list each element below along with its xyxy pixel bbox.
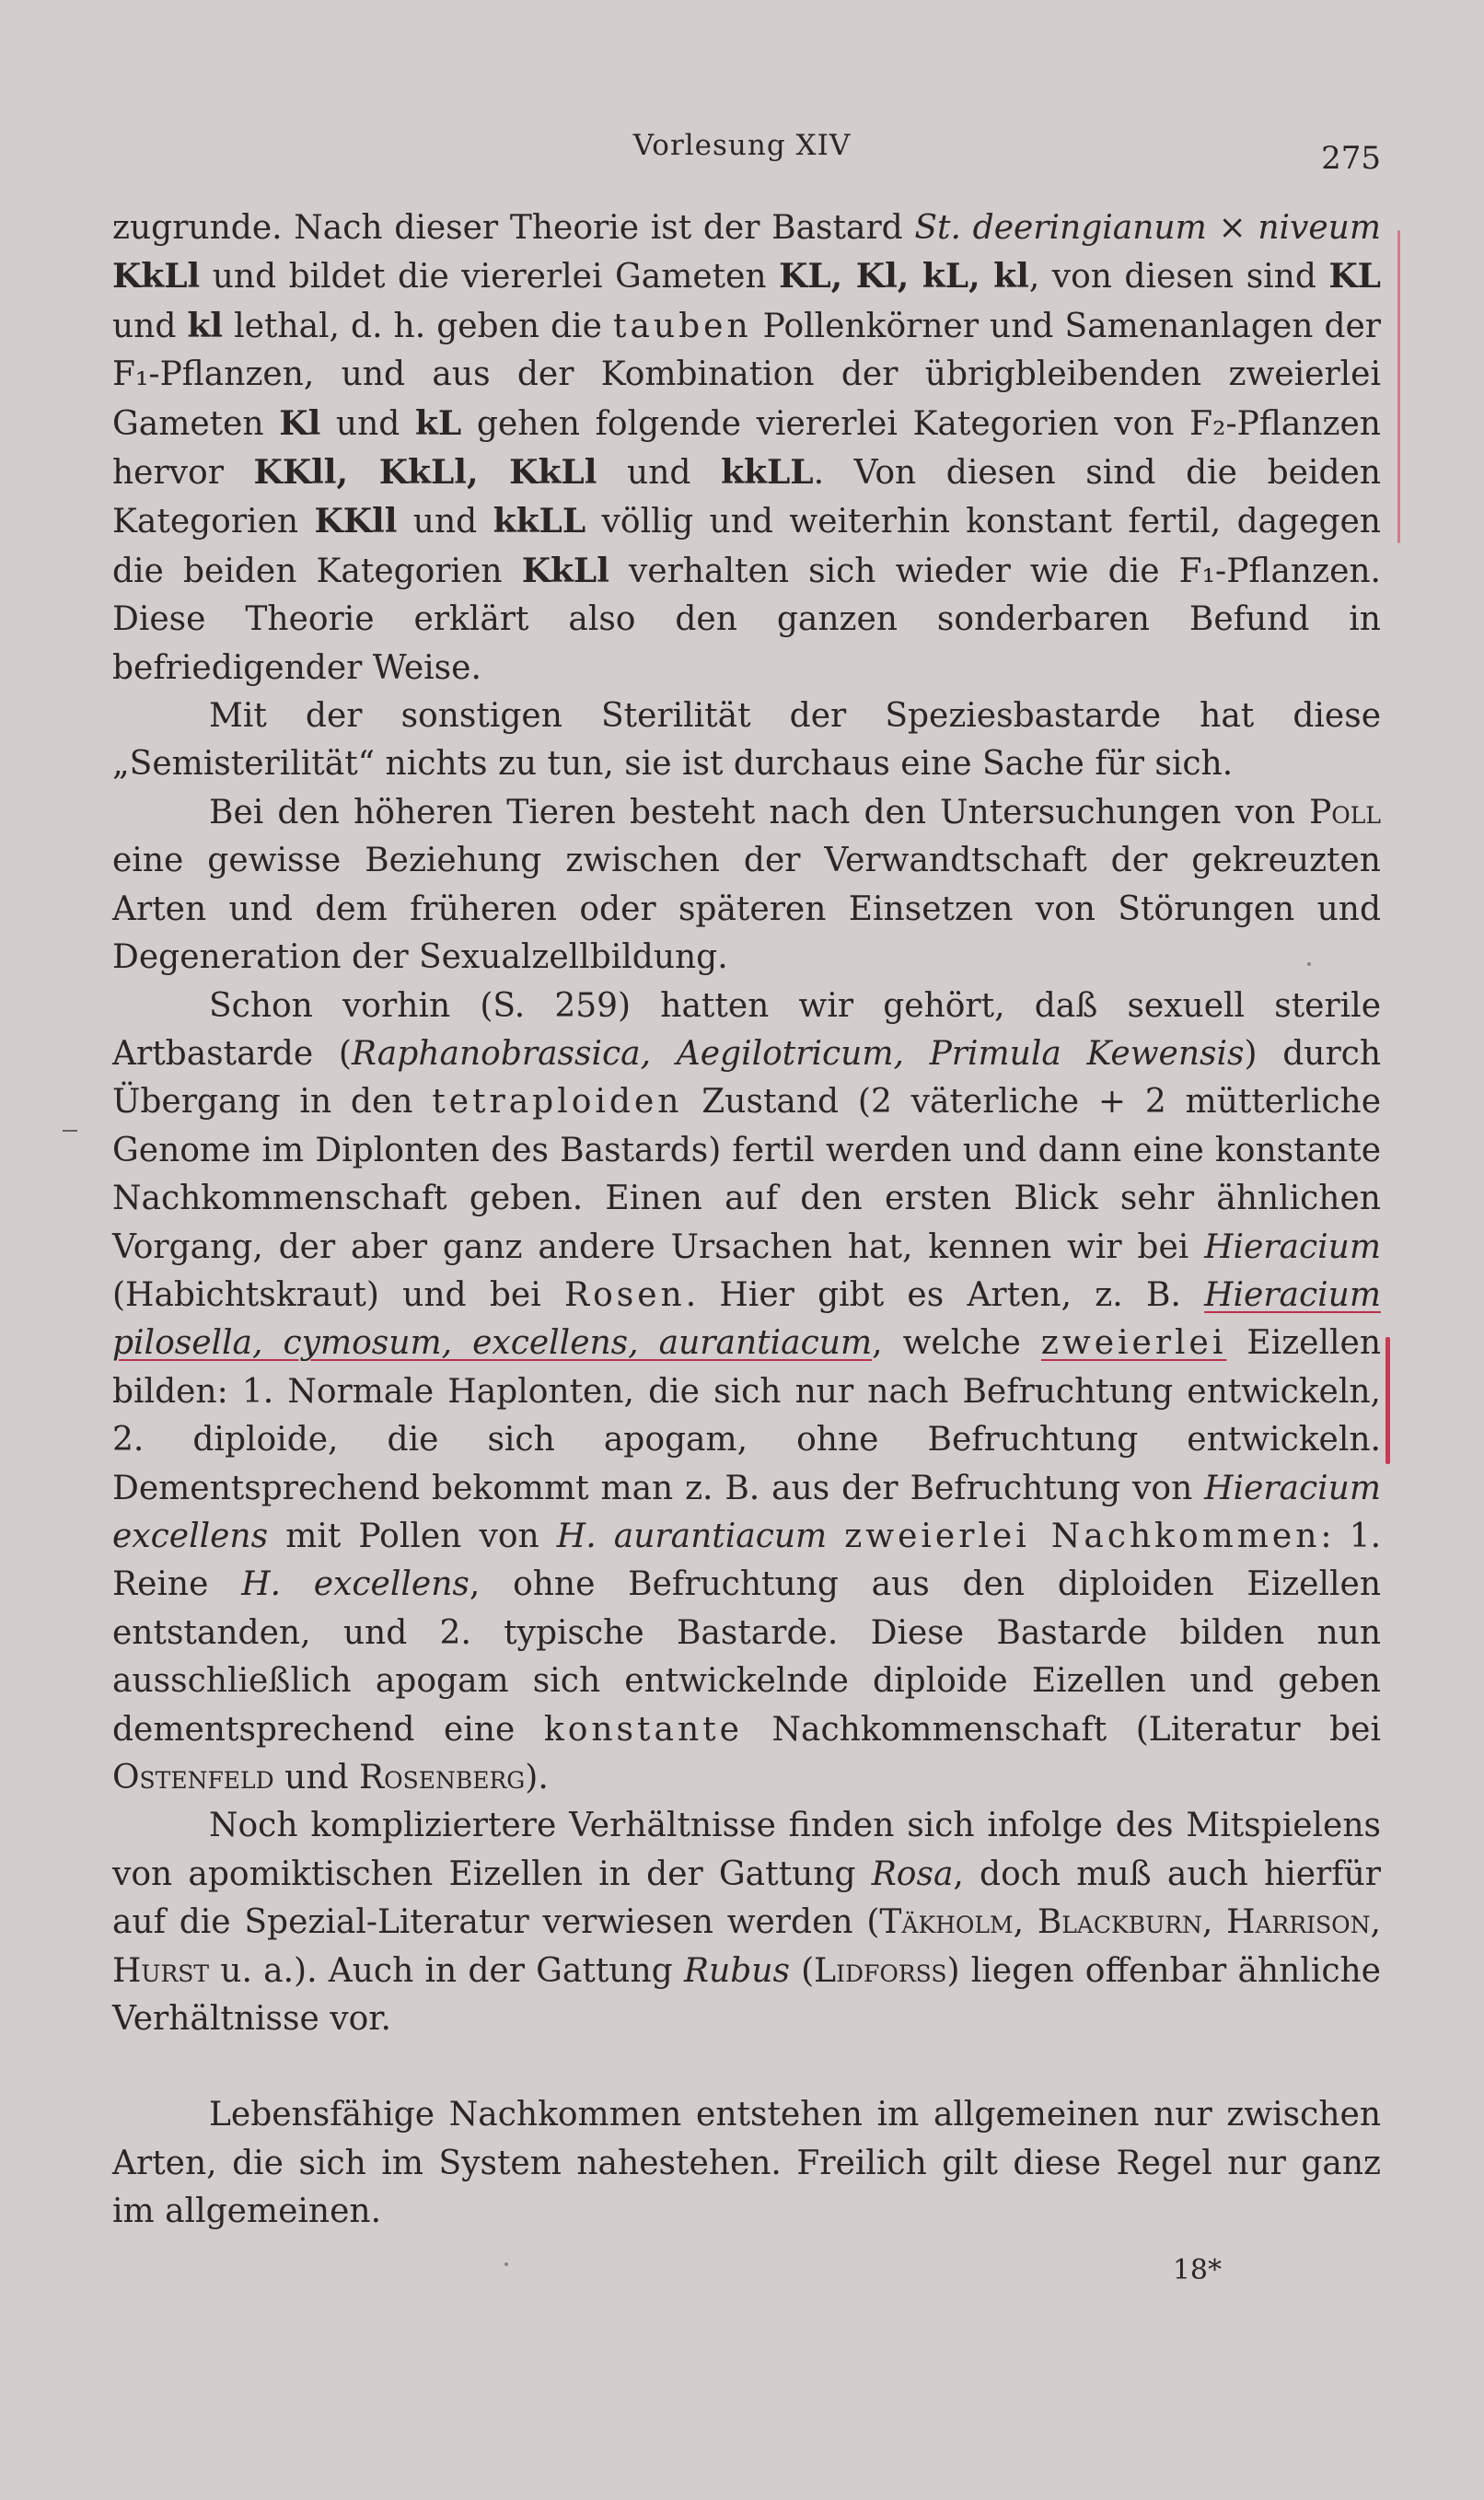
margin-pencil-mark: [63, 1130, 77, 1132]
margin-annotation-line-top: [1397, 230, 1400, 543]
paragraph-5: Noch kompliziertere Verhältnisse finden sich infolge des Mitspielens von apomiktischen Eizellen in der Gattung Rosa, doch muß auch hierfür auf die Spezial-Literatur verwiesen werden (Täkholm, Blackburn, Harrison, Hurst u. a.). Auch in der Gattung Rubus (Lidforss) liegen offenbar ähnliche Verhältnisse vor.: [112, 1807, 1381, 2039]
paragraph-6: Lebensfähige Nachkommen entstehen im allgemeinen nur zwischen Arten, die sich im System nahestehen. Freilich gilt diese Regel nur ganz im allgemeinen.: [112, 2096, 1381, 2231]
underlined-word: zweierlei: [1040, 1324, 1227, 1363]
body-text: [112, 204, 1381, 2237]
paragraph-3: Bei den höheren Tieren besteht nach den Untersuchungen von Poll eine gewisse Beziehung zwischen der Verwandtschaft der gekreuzten Arten und dem früheren oder späteren Einsetzen von Störungen und Degeneration der Sexualzellbildung.: [112, 793, 1381, 977]
signature-mark: 18*: [1172, 2254, 1222, 2286]
paragraph-1: zugrunde. Nach dieser Theorie ist der Bastard St. deeringianum × niveum KkLl und bildet die viererlei Gameten KL, Kl, kL, kl, von diesen sind KL und kl lethal, d. h. geben die tauben Pollenkörner und Samenanlagen der F₁-Pflanzen, und aus der Kombination der übrigbleibenden zweierlei Gameten Kl und kL gehen folgende viererlei Kategorien von F₂-Pflanzen hervor KKll, KkLl, KkLl und kkLL. Von diesen sind die beiden Kategorien KKll und kkLL völlig und weiterhin konstant fertil, dagegen die beiden Kategorien KkLl verhalten sich wieder wie die F₁-Pflanzen. Diese Theorie erklärt also den ganzen sonderbaren Befund in befriedigender Weise.: [112, 209, 1382, 687]
running-header: Vorlesung XIV: [632, 129, 852, 162]
underlined-species-list: Hieracium pilosella, cymosum, excellens, aurantiacum: [112, 1275, 1381, 1363]
paragraph-2: Mit der sonstigen Sterilität der Speziesbastarde hat diese „Semisterilität“ nichts zu tun, sie ist durchaus eine Sache für sich.: [112, 697, 1381, 784]
paragraph-4: Schon vorhin (S. 259) hatten wir gehört, daß sexuell sterile Artbastarde (Raphanobrassica, Aegilotricum, Primula Kewensis) durch Übergang in den tetraploiden Zustand (2 väterliche + 2 mütterliche Genome im Diplonten des Bastards) fertil werden und dann eine konstante Nachkommenschaft geben. Einen auf den ersten Blick sehr ähnlichen Vorgang, der aber ganz andere Ursachen hat, kennen wir bei Hieracium (Habichtskraut) und bei Rosen. Hier gibt es Arten, z. B. Hieracium pilosella, cymosum, excellens, aurantiacum, welche zweierlei Eizellen bilden: 1. Normale Haplonten, die sich nur nach Befruchtung entwickeln, 2. diploide, die sich apogam, ohne Befruchtung entwickeln. Dementsprechend bekommt man z. B. aus der Befruchtung von Hieracium excellens mit Pollen von H. aurantiacum zweierlei Nachkommen: 1. Reine H. excellens, ohne Befruchtung aus den diploiden Eizellen entstanden, und 2. typische Bastarde. Diese Bastarde bilden nun ausschließlich apogam sich entwickelnde diploide Eizellen und geben dementsprechend eine konstante Nachkommenschaft (Literatur bei Ostenfeld und Rosenberg).: [112, 986, 1382, 1797]
ink-dot: [504, 2262, 508, 2266]
margin-annotation-line-middle: [1385, 1337, 1390, 1464]
page-number: 275: [1321, 140, 1381, 177]
